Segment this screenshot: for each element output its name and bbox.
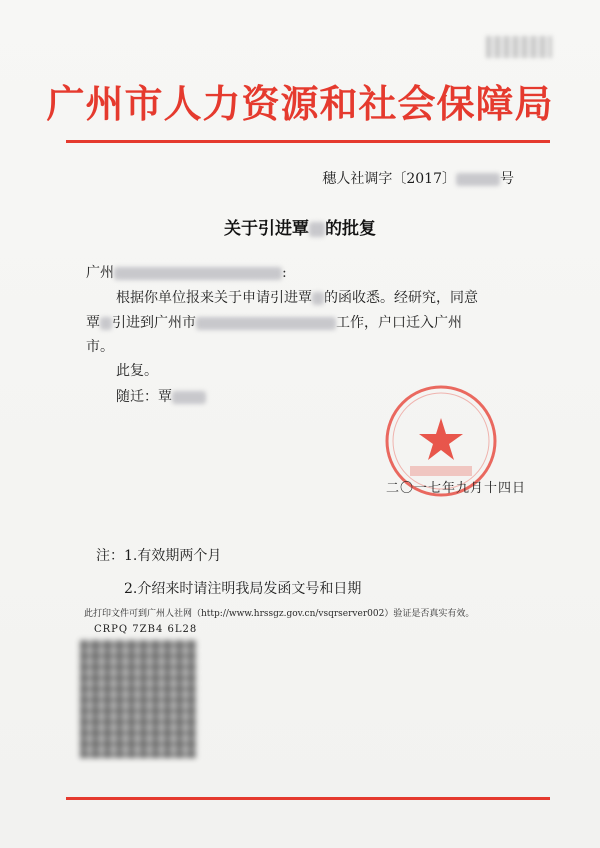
doc-number-suffix: 号: [500, 171, 514, 187]
document-number: [322, 168, 514, 188]
body-line-3-end: 工作，户口迁入广州: [336, 315, 462, 331]
redacted-corner-mark: [486, 36, 552, 58]
document-subject: [0, 214, 600, 239]
redacted-recipient: [114, 267, 282, 280]
redacted-name: [309, 222, 325, 237]
attachment-line: [116, 386, 206, 406]
redacted-attachment-name: [172, 391, 206, 404]
qr-code-icon: [80, 640, 196, 758]
attachment-text: 随迁：覃: [116, 389, 172, 405]
body-line-3: [86, 312, 462, 332]
redacted-name: [312, 292, 324, 305]
verification-text: 此打印文件可到广州人社网（http://www.hrssgz.gov.cn/vsqrserver002）验证是否真实有效。: [84, 609, 475, 619]
subject-after: 的批复: [325, 219, 376, 239]
body-line-4: 市。: [86, 339, 114, 355]
issue-date: 二〇一七年九月十四日: [385, 481, 526, 496]
note-1: 注：1.有效期两个月: [96, 548, 222, 564]
note-2: 2.介绍来时请注明我局发函文号和日期: [124, 581, 362, 597]
body-line-2-text: 根据你单位报来关于申请引进覃: [116, 290, 312, 306]
body-line-3-mid: 引进到广州市: [112, 315, 196, 331]
redacted-number: [456, 173, 500, 186]
body-line-2-end: 的函收悉。经研究，同意: [324, 290, 478, 306]
subject-before: 关于引进覃: [224, 219, 309, 239]
body-line-3-start: 覃: [86, 315, 100, 331]
redacted-name: [100, 317, 112, 330]
verification-code: CRPQ 7ZB4 6L28: [94, 624, 198, 635]
body-line-2: [116, 287, 478, 307]
recipient-suffix: :: [282, 265, 287, 281]
redacted-employer: [196, 317, 336, 330]
doc-number-prefix: 穗人社调字〔2017〕: [322, 171, 456, 187]
bottom-red-rule: [66, 797, 550, 800]
recipient-line: [86, 262, 287, 282]
recipient-prefix: 广州: [86, 265, 114, 281]
seal-star-icon: [419, 418, 463, 460]
top-red-rule: [66, 140, 550, 143]
seal-text-band: [410, 466, 472, 476]
agency-title: 广州市人力资源和社会保障局: [46, 81, 554, 126]
closing-line: 此复。: [116, 363, 158, 379]
